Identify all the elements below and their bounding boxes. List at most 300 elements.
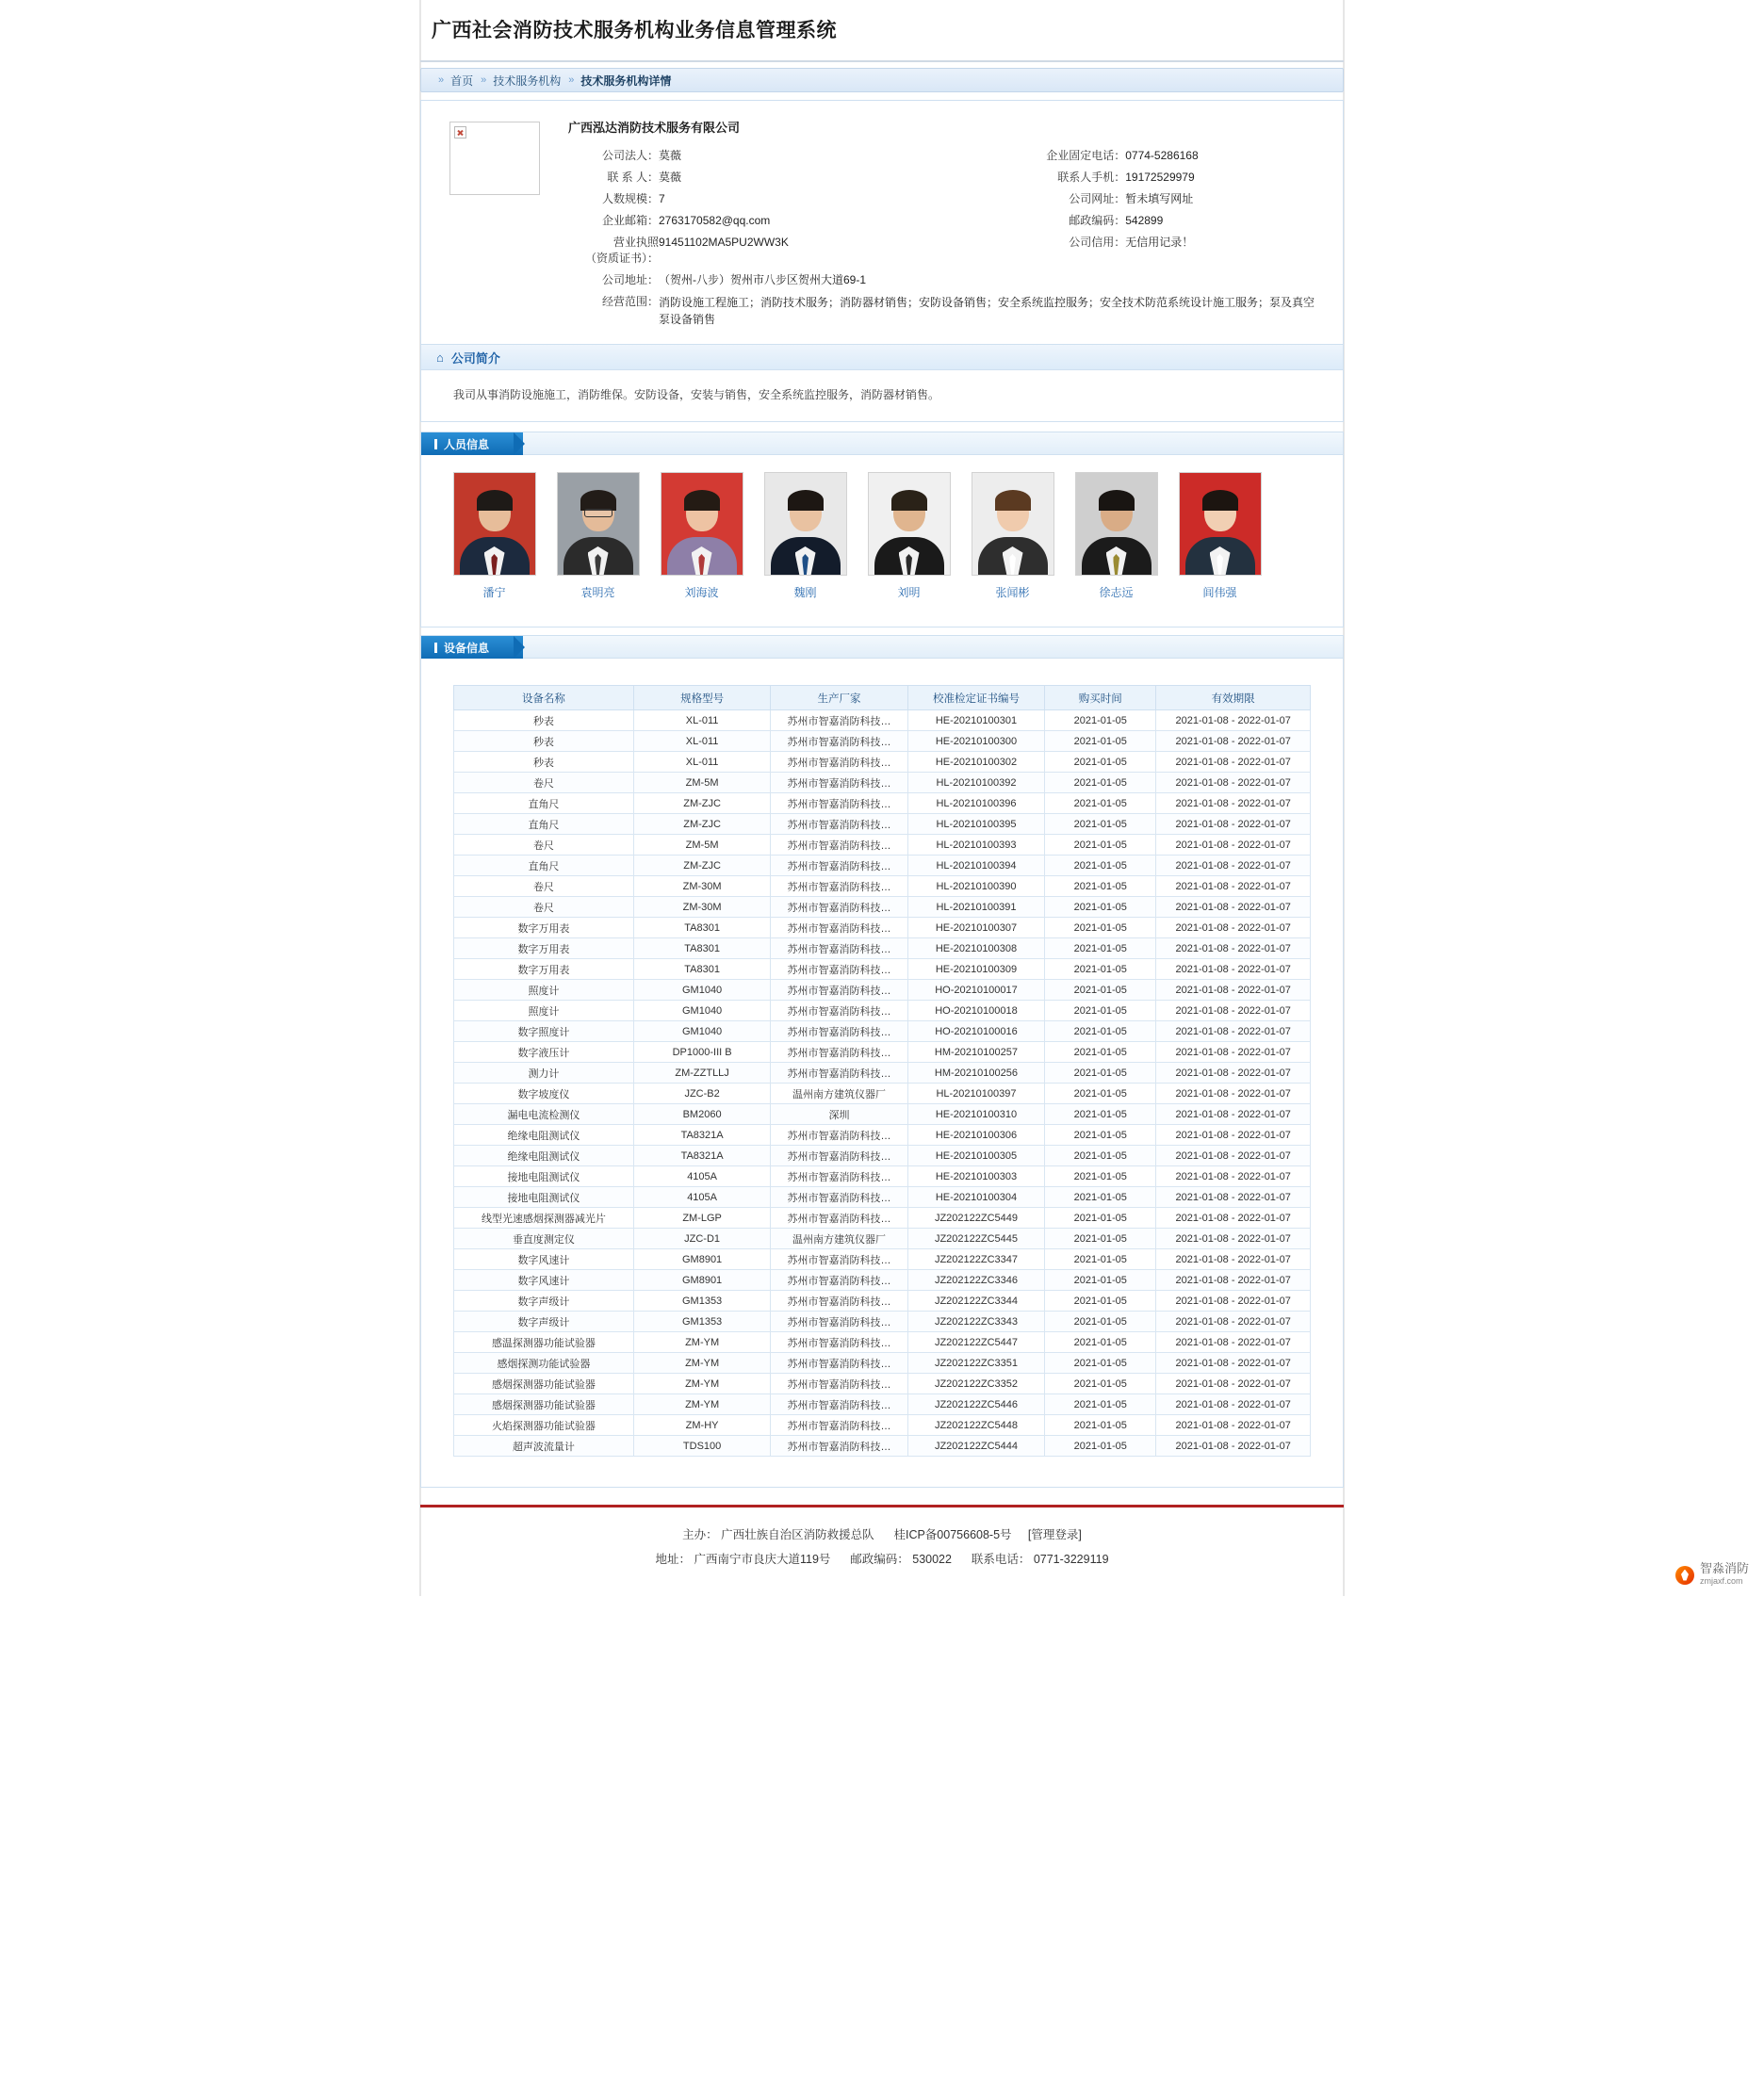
staff-photo[interactable] xyxy=(557,472,640,576)
company-panel xyxy=(420,100,1344,422)
table-cell: 苏州市智嘉消防科技… xyxy=(771,1042,907,1063)
column-header: 规格型号 xyxy=(633,686,770,710)
table-row[interactable] xyxy=(454,1084,1311,1104)
table-cell: 苏州市智嘉消防科技… xyxy=(771,1146,907,1166)
table-row[interactable] xyxy=(454,1394,1311,1415)
table-cell: 苏州市智嘉消防科技… xyxy=(771,1312,907,1332)
table-cell: 2021-01-08 - 2022-01-07 xyxy=(1156,1125,1311,1146)
table-row[interactable] xyxy=(454,918,1311,938)
table-row[interactable] xyxy=(454,1374,1311,1394)
table-cell: ZM-30M xyxy=(633,897,770,918)
table-cell: JZ202122ZC5448 xyxy=(907,1415,1044,1436)
table-cell: 苏州市智嘉消防科技… xyxy=(771,1353,907,1374)
intro-section-title: 公司简介 xyxy=(450,350,500,366)
table-cell: 超声波流量计 xyxy=(454,1436,634,1457)
table-cell: 2021-01-05 xyxy=(1045,1229,1156,1249)
table-cell: GM1040 xyxy=(633,1021,770,1042)
table-row[interactable] xyxy=(454,1166,1311,1187)
table-row xyxy=(561,167,1324,188)
table-cell: HO-20210100018 xyxy=(907,1001,1044,1021)
table-cell: ZM-YM xyxy=(633,1332,770,1353)
footer-icp[interactable]: 桂ICP备00756608-5号 xyxy=(893,1528,1012,1541)
footer-address-label: 地址： xyxy=(655,1553,691,1566)
table-cell: 2021-01-08 - 2022-01-07 xyxy=(1156,1104,1311,1125)
staff-section-header xyxy=(420,432,1344,454)
table-cell: 2021-01-05 xyxy=(1045,773,1156,793)
staff-scale-value: 7 xyxy=(659,192,665,205)
table-cell: 苏州市智嘉消防科技… xyxy=(771,1436,907,1457)
equipment-table xyxy=(453,685,1311,1457)
intro-section-header xyxy=(421,344,1343,370)
table-cell: 2021-01-08 - 2022-01-07 xyxy=(1156,1436,1311,1457)
table-cell: HE-20210100309 xyxy=(907,959,1044,980)
table-cell: 2021-01-05 xyxy=(1045,1063,1156,1084)
table-cell: 2021-01-05 xyxy=(1045,1374,1156,1394)
table-cell: 2021-01-08 - 2022-01-07 xyxy=(1156,1270,1311,1291)
table-cell: 秒表 xyxy=(454,731,634,752)
table-cell: 感烟探测器功能试验器 xyxy=(454,1374,634,1394)
table-cell: 2021-01-05 xyxy=(1045,1146,1156,1166)
table-cell: 绝缘电阻测试仪 xyxy=(454,1125,634,1146)
staff-card[interactable] xyxy=(1068,472,1165,600)
table-cell: 数字液压计 xyxy=(454,1042,634,1063)
website-label: 公司网址： xyxy=(1069,192,1126,205)
table-cell: 2021-01-08 - 2022-01-07 xyxy=(1156,731,1311,752)
tel-label: 企业固定电话： xyxy=(1046,149,1126,162)
table-row[interactable] xyxy=(454,1208,1311,1229)
table-cell: 2021-01-05 xyxy=(1045,731,1156,752)
table-cell: HL-20210100391 xyxy=(907,897,1044,918)
table-cell: 数字万用表 xyxy=(454,959,634,980)
table-cell: 2021-01-05 xyxy=(1045,752,1156,773)
table-cell: 苏州市智嘉消防科技… xyxy=(771,1291,907,1312)
table-cell: 照度计 xyxy=(454,980,634,1001)
page-header xyxy=(420,0,1344,51)
intro-text: 我司从事消防设施施工，消防维保。安防设备，安装与销售，安全系统监控服务，消防器材销售。 xyxy=(453,388,940,401)
table-cell: JZ202122ZC3351 xyxy=(907,1353,1044,1374)
staff-photo[interactable] xyxy=(764,472,847,576)
table-cell: 苏州市智嘉消防科技… xyxy=(771,1249,907,1270)
table-cell: 苏州市智嘉消防科技… xyxy=(771,959,907,980)
watermark-subtitle: zmjaxf.com xyxy=(1699,1576,1743,1586)
table-cell: ZM-YM xyxy=(633,1374,770,1394)
table-cell: XL-011 xyxy=(633,752,770,773)
table-cell: 2021-01-05 xyxy=(1045,918,1156,938)
table-header-row xyxy=(454,686,1311,710)
portrait-hair xyxy=(1202,490,1238,511)
staff-photo[interactable] xyxy=(1179,472,1262,576)
table-cell: 2021-01-05 xyxy=(1045,856,1156,876)
table-cell: 2021-01-08 - 2022-01-07 xyxy=(1156,1312,1311,1332)
table-cell: 2021-01-05 xyxy=(1045,1270,1156,1291)
table-cell: ZM-ZZTLLJ xyxy=(633,1063,770,1084)
table-cell: HL-20210100392 xyxy=(907,773,1044,793)
table-cell: BM2060 xyxy=(633,1104,770,1125)
table-cell: 2021-01-08 - 2022-01-07 xyxy=(1156,1291,1311,1312)
table-cell: 卷尺 xyxy=(454,773,634,793)
staff-name[interactable]: 刘明 xyxy=(897,586,921,599)
table-cell: TA8301 xyxy=(633,959,770,980)
table-row[interactable] xyxy=(454,959,1311,980)
table-cell: 2021-01-05 xyxy=(1045,980,1156,1001)
table-cell: 数字万用表 xyxy=(454,918,634,938)
table-cell: GM8901 xyxy=(633,1270,770,1291)
table-row xyxy=(561,210,1324,232)
page-footer xyxy=(420,1507,1344,1596)
staff-photo[interactable] xyxy=(1075,472,1158,576)
table-cell: HE-20210100303 xyxy=(907,1166,1044,1187)
table-cell: 2021-01-05 xyxy=(1045,1312,1156,1332)
staff-card[interactable] xyxy=(653,472,750,600)
table-row[interactable] xyxy=(454,897,1311,918)
table-cell: 火焰探测器功能试验器 xyxy=(454,1415,634,1436)
table-cell: 2021-01-05 xyxy=(1045,959,1156,980)
page-title: 广西社会消防技术服务机构业务信息管理系统 xyxy=(432,20,837,41)
table-cell: 测力计 xyxy=(454,1063,634,1084)
table-cell: 2021-01-08 - 2022-01-07 xyxy=(1156,959,1311,980)
staff-photo[interactable] xyxy=(868,472,951,576)
table-row xyxy=(561,145,1324,167)
table-row[interactable] xyxy=(454,1187,1311,1208)
table-cell: HM-20210100256 xyxy=(907,1063,1044,1084)
portrait-hair xyxy=(891,490,927,511)
table-cell: 2021-01-08 - 2022-01-07 xyxy=(1156,897,1311,918)
table-cell: HE-20210100300 xyxy=(907,731,1044,752)
table-row[interactable] xyxy=(454,1021,1311,1042)
table-cell: GM8901 xyxy=(633,1249,770,1270)
table-row[interactable] xyxy=(454,710,1311,731)
equipment-section-header xyxy=(420,635,1344,658)
staff-name[interactable]: 闾伟强 xyxy=(1202,586,1237,599)
credit-label: 公司信用： xyxy=(1069,236,1126,249)
table-row[interactable] xyxy=(454,1146,1311,1166)
glasses-icon xyxy=(584,509,612,517)
table-row[interactable] xyxy=(454,980,1311,1001)
staff-scale-label: 人数规模： xyxy=(601,192,659,205)
admin-login-link[interactable]: [管理登录] xyxy=(1027,1528,1082,1541)
table-cell: 数字声级计 xyxy=(454,1291,634,1312)
staff-card[interactable] xyxy=(757,472,854,600)
table-row[interactable] xyxy=(454,1291,1311,1312)
table-cell: 苏州市智嘉消防科技… xyxy=(771,1021,907,1042)
table-cell: HL-20210100393 xyxy=(907,835,1044,856)
table-cell: 2021-01-05 xyxy=(1045,710,1156,731)
legal-person-value: 莫薇 xyxy=(659,149,682,162)
table-cell: 4105A xyxy=(633,1187,770,1208)
table-cell: 秒表 xyxy=(454,752,634,773)
table-cell: HE-20210100306 xyxy=(907,1125,1044,1146)
watermark xyxy=(1675,1563,1749,1587)
website-value: 暂未填写网址 xyxy=(1125,192,1194,205)
tel-value: 0774-5286168 xyxy=(1125,149,1199,162)
table-cell: 2021-01-08 - 2022-01-07 xyxy=(1156,1353,1311,1374)
table-cell: 接地电阻测试仪 xyxy=(454,1166,634,1187)
portrait-hair xyxy=(477,490,513,511)
table-cell: JZ202122ZC3344 xyxy=(907,1291,1044,1312)
table-cell: 2021-01-05 xyxy=(1045,1187,1156,1208)
portrait-hair xyxy=(995,490,1031,511)
credit-value: 无信用记录！ xyxy=(1125,236,1194,249)
table-cell: 2021-01-05 xyxy=(1045,814,1156,835)
table-row[interactable] xyxy=(454,876,1311,897)
table-cell: 2021-01-08 - 2022-01-07 xyxy=(1156,1332,1311,1353)
contact-value: 莫薇 xyxy=(659,171,682,184)
table-row[interactable] xyxy=(454,856,1311,876)
table-row[interactable] xyxy=(454,793,1311,814)
staff-photo[interactable] xyxy=(453,472,536,576)
table-cell: 苏州市智嘉消防科技… xyxy=(771,835,907,856)
table-cell: GM1353 xyxy=(633,1291,770,1312)
company-fields-table xyxy=(561,145,1324,331)
table-row[interactable] xyxy=(454,1353,1311,1374)
table-cell: 2021-01-08 - 2022-01-07 xyxy=(1156,1063,1311,1084)
table-row[interactable] xyxy=(454,1436,1311,1457)
table-row[interactable] xyxy=(454,1063,1311,1084)
table-cell: 2021-01-05 xyxy=(1045,1394,1156,1415)
staff-card[interactable] xyxy=(860,472,957,600)
address-label: 公司地址： xyxy=(601,273,659,286)
breadcrumb xyxy=(420,68,1344,92)
table-cell: 2021-01-05 xyxy=(1045,1042,1156,1063)
table-cell: 温州南方建筑仪器厂 xyxy=(771,1229,907,1249)
table-cell: 2021-01-05 xyxy=(1045,1166,1156,1187)
table-cell: 数字照度计 xyxy=(454,1021,634,1042)
table-cell: ZM-HY xyxy=(633,1415,770,1436)
table-cell: GM1040 xyxy=(633,1001,770,1021)
license-label-line2: （资质证书）： xyxy=(584,252,659,265)
table-cell: ZM-LGP xyxy=(633,1208,770,1229)
staff-section-title: 人员信息 xyxy=(444,437,490,451)
table-row[interactable] xyxy=(454,773,1311,793)
table-row[interactable] xyxy=(454,1001,1311,1021)
table-cell: 温州南方建筑仪器厂 xyxy=(771,1084,907,1104)
table-cell: 感烟探测器功能试验器 xyxy=(454,1394,634,1415)
table-cell: 2021-01-05 xyxy=(1045,1353,1156,1374)
table-row xyxy=(561,269,1324,291)
table-cell: JZC-D1 xyxy=(633,1229,770,1249)
table-cell: 苏州市智嘉消防科技… xyxy=(771,918,907,938)
table-row[interactable] xyxy=(454,1312,1311,1332)
staff-photo[interactable] xyxy=(661,472,743,576)
address-value: （贺州-八步）贺州市八步区贺州大道69-1 xyxy=(659,273,867,286)
table-row[interactable] xyxy=(454,1332,1311,1353)
table-cell: 苏州市智嘉消防科技… xyxy=(771,1125,907,1146)
table-cell: 直角尺 xyxy=(454,814,634,835)
table-cell: ZM-ZJC xyxy=(633,814,770,835)
staff-name[interactable]: 刘海波 xyxy=(684,586,719,599)
table-cell: 2021-01-08 - 2022-01-07 xyxy=(1156,1084,1311,1104)
table-cell: JZ202122ZC5449 xyxy=(907,1208,1044,1229)
table-cell: 2021-01-08 - 2022-01-07 xyxy=(1156,980,1311,1001)
table-row[interactable] xyxy=(454,1270,1311,1291)
postcode-label: 邮政编码： xyxy=(1069,214,1126,227)
mobile-value: 19172529979 xyxy=(1125,171,1195,184)
table-cell: JZ202122ZC3343 xyxy=(907,1312,1044,1332)
table-row[interactable] xyxy=(454,752,1311,773)
table-cell: 卷尺 xyxy=(454,835,634,856)
title-divider xyxy=(420,60,1344,62)
table-cell: 2021-01-08 - 2022-01-07 xyxy=(1156,752,1311,773)
table-cell: GM1040 xyxy=(633,980,770,1001)
staff-card[interactable] xyxy=(1171,472,1268,600)
table-cell: HL-20210100394 xyxy=(907,856,1044,876)
table-cell: ZM-ZJC xyxy=(633,856,770,876)
table-cell: TA8301 xyxy=(633,938,770,959)
staff-name[interactable]: 潘宁 xyxy=(482,586,506,599)
table-cell: 2021-01-05 xyxy=(1045,876,1156,897)
table-cell: HO-20210100016 xyxy=(907,1021,1044,1042)
table-cell: JZ202122ZC3347 xyxy=(907,1249,1044,1270)
table-cell: 2021-01-08 - 2022-01-07 xyxy=(1156,793,1311,814)
table-cell: TDS100 xyxy=(633,1436,770,1457)
table-cell: JZ202122ZC5446 xyxy=(907,1394,1044,1415)
table-row[interactable] xyxy=(454,731,1311,752)
table-cell: ZM-30M xyxy=(633,876,770,897)
table-cell: ZM-5M xyxy=(633,773,770,793)
table-cell: HM-20210100257 xyxy=(907,1042,1044,1063)
table-row[interactable] xyxy=(454,814,1311,835)
footer-line-1 xyxy=(420,1523,1344,1547)
table-cell: 2021-01-08 - 2022-01-07 xyxy=(1156,1001,1311,1021)
table-cell: 苏州市智嘉消防科技… xyxy=(771,938,907,959)
breadcrumb-separator-icon: » xyxy=(438,74,444,86)
license-value: 91451102MA5PU2WW3K xyxy=(659,236,789,249)
breadcrumb-item-home[interactable]: 首页 xyxy=(450,73,474,88)
table-cell: 2021-01-05 xyxy=(1045,1415,1156,1436)
footer-postcode: 530022 xyxy=(912,1553,952,1566)
table-cell: JZ202122ZC5445 xyxy=(907,1229,1044,1249)
scope-value: 消防设施工程施工；消防技术服务；消防器材销售；安防设备销售；安全系统监控服务；安全技术防范系统设计施工服务；泵及真空泵设备销售 xyxy=(659,296,1315,326)
table-cell: HE-20210100307 xyxy=(907,918,1044,938)
table-cell: 2021-01-08 - 2022-01-07 xyxy=(1156,856,1311,876)
watermark-title: 智淼消防 xyxy=(1699,1561,1749,1575)
table-cell: 数字风速计 xyxy=(454,1270,634,1291)
company-info xyxy=(561,118,1324,331)
table-cell: 2021-01-08 - 2022-01-07 xyxy=(1156,1146,1311,1166)
breadcrumb-separator-icon: » xyxy=(481,74,486,86)
legal-person-label: 公司法人： xyxy=(601,149,659,162)
broken-image-icon xyxy=(454,126,466,139)
license-label-line1: 营业执照 xyxy=(612,236,659,249)
staff-card[interactable] xyxy=(446,472,543,600)
table-cell: 2021-01-08 - 2022-01-07 xyxy=(1156,1187,1311,1208)
table-cell: 2021-01-08 - 2022-01-07 xyxy=(1156,773,1311,793)
staff-card[interactable] xyxy=(964,472,1061,600)
table-cell: 2021-01-08 - 2022-01-07 xyxy=(1156,1394,1311,1415)
table-cell: 苏州市智嘉消防科技… xyxy=(771,1001,907,1021)
table-row[interactable] xyxy=(454,1125,1311,1146)
table-cell: JZ202122ZC3346 xyxy=(907,1270,1044,1291)
table-cell: TA8301 xyxy=(633,918,770,938)
table-cell: GM1353 xyxy=(633,1312,770,1332)
table-cell: 苏州市智嘉消防科技… xyxy=(771,793,907,814)
tab-marker-icon xyxy=(434,439,437,449)
table-cell: HL-20210100396 xyxy=(907,793,1044,814)
table-cell: 线型光速感烟探测器减光片 xyxy=(454,1208,634,1229)
column-header: 校准检定证书编号 xyxy=(907,686,1044,710)
breadcrumb-item-agency[interactable]: 技术服务机构 xyxy=(493,73,562,88)
table-row[interactable] xyxy=(454,1249,1311,1270)
table-cell: JZ202122ZC5447 xyxy=(907,1332,1044,1353)
column-header: 购买时间 xyxy=(1045,686,1156,710)
table-cell: HL-20210100397 xyxy=(907,1084,1044,1104)
table-cell: 苏州市智嘉消防科技… xyxy=(771,710,907,731)
watermark-text-block xyxy=(1700,1563,1749,1587)
column-header: 生产厂家 xyxy=(771,686,907,710)
table-cell: 感温探测器功能试验器 xyxy=(454,1332,634,1353)
table-cell: 2021-01-08 - 2022-01-07 xyxy=(1156,1021,1311,1042)
table-cell: 苏州市智嘉消防科技… xyxy=(771,980,907,1001)
table-cell: 2021-01-05 xyxy=(1045,1436,1156,1457)
table-row[interactable] xyxy=(454,835,1311,856)
staff-name[interactable]: 张闻彬 xyxy=(995,586,1030,599)
staff-name[interactable]: 袁明亮 xyxy=(580,586,615,599)
table-cell: 苏州市智嘉消防科技… xyxy=(771,1270,907,1291)
table-cell: HE-20210100310 xyxy=(907,1104,1044,1125)
staff-card[interactable] xyxy=(549,472,646,600)
table-cell: 2021-01-08 - 2022-01-07 xyxy=(1156,1249,1311,1270)
column-header: 有效期限 xyxy=(1156,686,1311,710)
table-cell: TA8321A xyxy=(633,1146,770,1166)
staff-section-body xyxy=(420,454,1344,627)
staff-photo[interactable] xyxy=(972,472,1054,576)
table-cell: DP1000-III B xyxy=(633,1042,770,1063)
table-row[interactable] xyxy=(454,1104,1311,1125)
footer-postcode-label: 邮政编码： xyxy=(850,1553,909,1566)
table-cell: XL-011 xyxy=(633,731,770,752)
staff-grid xyxy=(434,472,1330,613)
table-cell: 2021-01-05 xyxy=(1045,1021,1156,1042)
table-cell: 数字坡度仪 xyxy=(454,1084,634,1104)
table-cell: JZ202122ZC5444 xyxy=(907,1436,1044,1457)
footer-address: 广西南宁市良庆大道119号 xyxy=(694,1553,831,1566)
portrait-hair xyxy=(788,490,824,511)
table-row xyxy=(561,291,1324,331)
table-cell: 2021-01-05 xyxy=(1045,1208,1156,1229)
table-cell: 直角尺 xyxy=(454,793,634,814)
postcode-value: 542899 xyxy=(1125,214,1164,227)
table-cell: 照度计 xyxy=(454,1001,634,1021)
table-cell: 数字声级计 xyxy=(454,1312,634,1332)
table-cell: 直角尺 xyxy=(454,856,634,876)
table-cell: 2021-01-08 - 2022-01-07 xyxy=(1156,1166,1311,1187)
table-cell: 苏州市智嘉消防科技… xyxy=(771,752,907,773)
table-cell: 苏州市智嘉消防科技… xyxy=(771,814,907,835)
table-cell: 2021-01-05 xyxy=(1045,1291,1156,1312)
table-cell: 2021-01-05 xyxy=(1045,1249,1156,1270)
staff-name[interactable]: 魏刚 xyxy=(793,586,817,599)
table-row[interactable] xyxy=(454,1229,1311,1249)
equipment-section-title: 设备信息 xyxy=(444,641,490,655)
table-row[interactable] xyxy=(454,1042,1311,1063)
table-cell: 苏州市智嘉消防科技… xyxy=(771,1187,907,1208)
table-cell: HO-20210100017 xyxy=(907,980,1044,1001)
table-row[interactable] xyxy=(454,1415,1311,1436)
table-row[interactable] xyxy=(454,938,1311,959)
table-cell: HE-20210100308 xyxy=(907,938,1044,959)
table-cell: 苏州市智嘉消防科技… xyxy=(771,876,907,897)
staff-section-tab xyxy=(421,432,523,455)
staff-name[interactable]: 徐志远 xyxy=(1099,586,1134,599)
mobile-label: 联系人手机： xyxy=(1057,171,1126,184)
footer-org: 广西壮族自治区消防救援总队 xyxy=(721,1528,874,1541)
portrait-hair xyxy=(1099,490,1135,511)
footer-tel: 0771-3229119 xyxy=(1033,1553,1109,1566)
table-cell: 苏州市智嘉消防科技… xyxy=(771,897,907,918)
table-cell: HE-20210100302 xyxy=(907,752,1044,773)
table-cell: 漏电电流检测仪 xyxy=(454,1104,634,1125)
home-icon: ⌂ xyxy=(436,350,444,365)
